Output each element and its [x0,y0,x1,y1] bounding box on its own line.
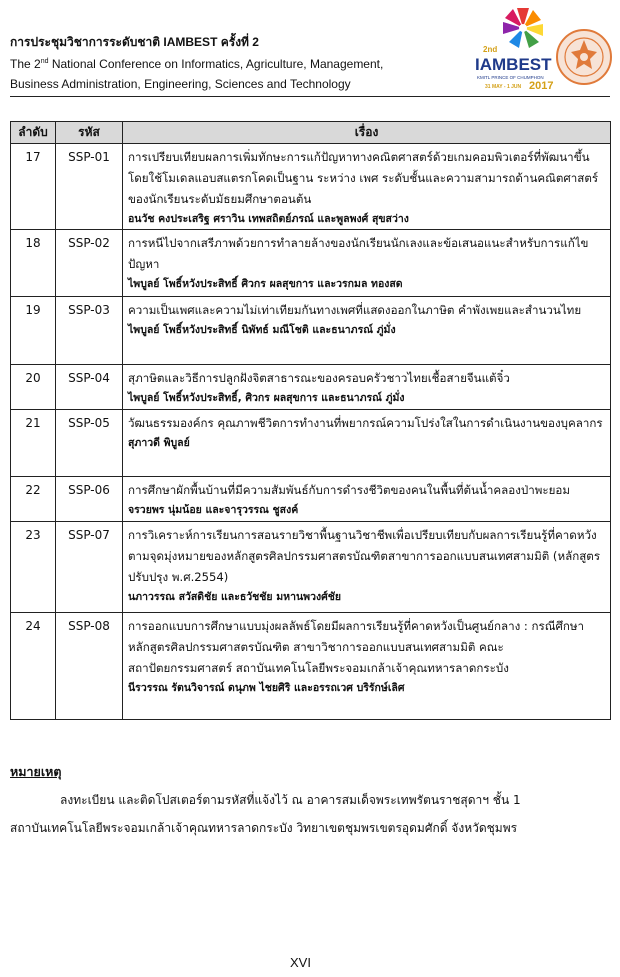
paper-authors: สุภาวดี พิบูลย์ [128,437,190,449]
paper-authors: ไพบูลย์ โพธิ์หวังประสิทธิ์ ศิวกร ผลสุขการ และวรกมล ทองสด [128,278,403,290]
row-number: 20 [11,365,56,410]
paper-code: SSP-01 [56,144,123,230]
paper-code: SSP-08 [56,613,123,720]
presentation-schedule-table [10,121,611,720]
row-number: 17 [11,144,56,230]
paper-code: SSP-02 [56,230,123,297]
paper-cell [123,144,611,230]
column-header-order: ลำดับ [11,122,56,144]
paper-title: การออกแบบการศึกษาแบบมุ่งผลลัพธ์โดยมีผลการเรียนรู้ที่คาดหวังเป็นศูนย์กลาง : กรณีศึกษาหลักสูตรศิลปกรรมศาสตรบัณฑิต สาขาวิชาการออกแบบสนเทศสามมิติ คณะสถาปัตยกรรมศาสตร์ สถาบันเทคโนโลยีพระจอมเกล้าเจ้าคุณทหารลาดกระบัง [128,619,585,675]
paper-code: SSP-03 [56,297,123,365]
paper-authors: จรวยพร นุ่มน้อย และจารุวรรณ ชูสงค์ [128,504,299,516]
conference-title-thai: การประชุมวิชาการระดับชาติ IAMBEST ครั้งที่ 2 [10,35,259,49]
table-row [11,410,611,477]
note-text-line-1: ลงทะเบียน และติดโปสเตอร์ตามรหัสที่แจ้งไว้ ณ อาคารสมเด็จพระเทพรัตนราชสุดาฯ ชั้น 1 [60,793,521,807]
row-number: 21 [11,410,56,477]
table-row [11,613,611,720]
column-header-title: เรื่อง [123,122,611,144]
paper-title: ความเป็นเพศและความไม่เท่าเทียมกันทางเพศที่แสดงออกในภาษิต คำพังเพยและสำนวนไทย [128,303,582,317]
paper-authors: อนวัช คงประเสริฐ ศราวิน เทพสถิตย์ภรณ์ และพูลพงศ์ สุขสว่าง [128,213,409,225]
paper-title: การหนีไปจากเสรีภาพด้วยการทำลายล้างของนักเรียนนักเลงและข้อเสนอแนะสำหรับการแก้ไขปัญหา [128,236,589,271]
paper-cell [123,297,611,365]
iambest-logo [473,6,555,92]
row-number: 19 [11,297,56,365]
note-heading: หมายเหตุ [10,764,62,779]
table-header-row [11,122,611,144]
paper-cell [123,477,611,522]
paper-code: SSP-04 [56,365,123,410]
paper-title: การเปรียบเทียบผลการเพิ่มทักษะการแก้ปัญหาทางคณิตศาสตร์ด้วยเกมคอมพิวเตอร์ที่พัฒนาขึ้นโดยใช้โมเดลแอบสแตรกโคดเป็นฐาน ระหว่าง เพศ ระดับชั้นและความสามารถด้านคณิตศาสตร์ของนักเรียนระดับมัธยมศึกษาตอนต้น [128,150,599,206]
header-divider [10,96,610,97]
paper-code: SSP-05 [56,410,123,477]
row-number: 18 [11,230,56,297]
paper-authors: ไพบูลย์ โพธิ์หวังประสิทธิ์, ศิวกร ผลสุขการ และธนาภรณ์ ภู่มั่ง [128,392,405,404]
paper-cell [123,410,611,477]
logo-year: 2017 [529,80,554,92]
paper-authors: นีรวรรณ รัตนวิจารณ์ ดนุภพ ไชยศิริ และอรรถเวศ บริรักษ์เลิศ [128,682,405,694]
conference-header [10,32,470,94]
table-row [11,365,611,410]
conference-title-english-2: Business Administration, Engineering, Sciences and Technology [10,77,351,91]
table-row [11,144,611,230]
paper-title: การวิเคราะห์การเรียนการสอนรายวิชาพื้นฐานวิชาชีพเพื่อเปรียบเทียบกับผลการเรียนรู้ที่คาดหวังตามจุดมุ่งหมายของหลักสูตรศิลปกรรมศาสตรบัณฑิตสาขาการออกแบบสนเทศสามมิติ (หลักสูตรปรับปรุง พ.ศ.2554) [128,528,601,584]
table-row [11,477,611,522]
page-number: XVI [290,955,311,970]
table-row [11,297,611,365]
paper-title: สุภาษิตและวิธีการปลูกฝังจิตสาธารณะของครอบครัวชาวไทยเชื้อสายจีนแต้จิ๋ว [128,371,510,385]
row-number: 24 [11,613,56,720]
row-number: 23 [11,522,56,613]
paper-title: วัฒนธรรมองค์กร คุณภาพชีวิตการทำงานที่พยากรณ์ความโปร่งใสในการดำเนินงานของบุคลากร [128,416,603,430]
logo-edition: 2nd [483,45,498,54]
conference-title-english-1: The 2nd National Conference on Informatics, Agriculture, Management, [10,57,384,71]
paper-cell [123,522,611,613]
paper-title: การศึกษาผักพื้นบ้านที่มีความสัมพันธ์กับการดำรงชีวิตของคนในพื้นที่ต้นน้ำคลองป่าพะยอม [128,483,571,497]
university-seal-icon [555,28,613,86]
paper-code: SSP-07 [56,522,123,613]
table-row [11,522,611,613]
paper-code: SSP-06 [56,477,123,522]
table-row [11,230,611,297]
paper-cell [123,365,611,410]
row-number: 22 [11,477,56,522]
logo-subtitle: KMITL PRINCE OF CHUMPHON [477,75,544,80]
paper-authors: ไพบูลย์ โพธิ์หวังประสิทธิ์ นิพัทธ์ มณีโชติ และธนาภรณ์ ภู่มั่ง [128,324,396,336]
column-header-code: รหัส [56,122,123,144]
paper-authors: นภาวรรณ สวัสดิชัย และธวัชชัย มหานพวงศ์ชัย [128,591,342,603]
logo-name: IAMBEST [475,55,552,74]
logo-dates: 31 MAY - 1 JUN [485,84,522,90]
note-text-line-2: สถาบันเทคโนโลยีพระจอมเกล้าเจ้าคุณทหารลาดกระบัง วิทยาเขตชุมพรเขตรอุดมศักดิ์ จังหวัดชุมพร [10,821,518,835]
paper-cell [123,613,611,720]
paper-cell [123,230,611,297]
